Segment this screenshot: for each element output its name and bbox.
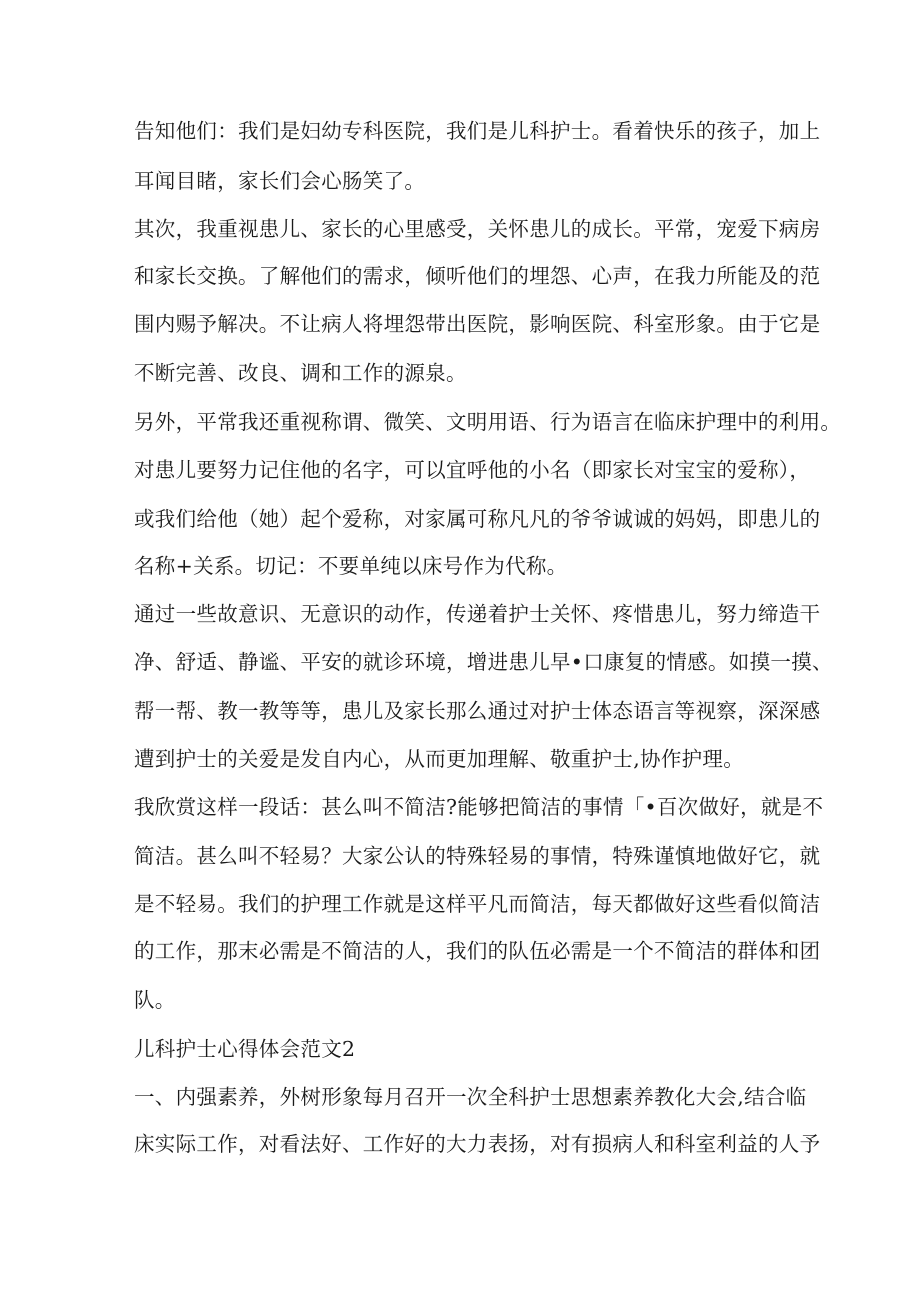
- text-line: 或我们给他（她）起个爱称，对家属可称凡凡的爷爷诚诚的妈妈，即患儿的: [134, 507, 821, 531]
- text-line: 告知他们：我们是妇幼专科医院，我们是儿科护士。看着快乐的孩子，加上: [134, 119, 821, 143]
- text-line: 围内赐予解决。不让病人将埋怨带出医院，影响医院、科室形象。由于它是: [134, 312, 821, 336]
- text-line: 不断完善、改良、调和工作的源泉。: [134, 361, 467, 385]
- text-line: 通过一些故意识、无意识的动作，传递着护士关怀、疼惜患儿，努力缔造干: [134, 602, 821, 626]
- text-line: 耳闻目睹，家长们会心肠笑了。: [134, 169, 426, 193]
- text-line: 简洁。甚么叫不轻易？大家公认的特殊轻易的事情，特殊谨慎地做好它，就: [134, 844, 821, 868]
- text-line: 对患儿要努力记住他的名字，可以宜呼他的小名（即家长对宝宝的爱称），: [134, 458, 811, 482]
- text-line: 是不轻易。我们的护理工作就是这样平凡而简洁，每天都做好这些看似简洁: [134, 892, 821, 916]
- text-line: 其次，我重视患儿、家长的心里感受，关怀患儿的成长。平常，宠爱下病房: [134, 217, 821, 241]
- text-line: 净、舒适、静谧、平安的就诊环境，增进患儿早•口康复的情感。如摸一摸、: [134, 650, 833, 674]
- text-line: 名称+关系。切记：不要单纯以床号作为代称。: [134, 554, 568, 578]
- section-heading: 儿科护士心得体会范文2: [134, 1037, 356, 1061]
- text-line: 的工作，那末必需是不简洁的人，我们的队伍必需是一个不简洁的群体和团: [134, 939, 821, 963]
- text-line: 队。: [134, 988, 176, 1012]
- text-line: 一、内强素养，外树形象每月召开一次全科护士思想素养教化大会,结合临: [134, 1085, 807, 1109]
- text-line: 另外，平常我还重视称谓、微笑、文明用语、行为语言在临床护理中的利用。: [134, 410, 842, 434]
- text-line: 帮一帮、教一教等等，患儿及家长那么通过对护士体态语言等视察，深深感: [134, 699, 821, 723]
- text-line: 和家长交换。了解他们的需求，倾听他们的埋怨、心声，在我力所能及的范: [134, 264, 821, 288]
- text-line: 我欣赏这样一段话：甚么叫不简洁?能够把简洁的事情「•百次做好，就是不: [134, 795, 824, 819]
- text-line: 床实际工作，对看法好、工作好的大力表扬，对有损病人和科室利益的人予: [134, 1132, 821, 1156]
- text-line: 遭到护士的关爱是发自内心，从而更加理解、敬重护士,协作护理。: [134, 747, 745, 771]
